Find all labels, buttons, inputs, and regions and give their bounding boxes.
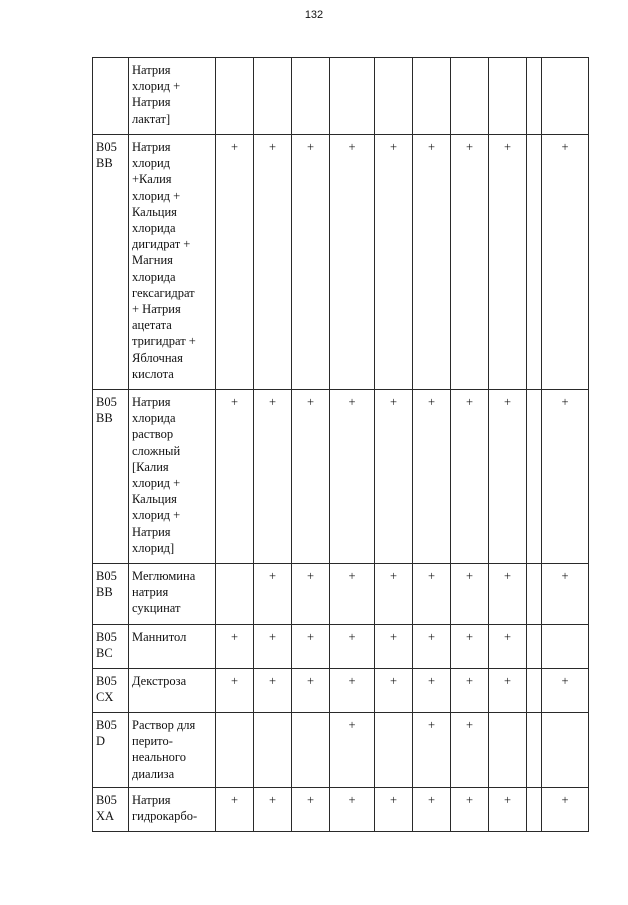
mark-cell: +: [489, 625, 527, 669]
mark-cell: [527, 713, 542, 788]
drug-name-line: хлорида: [132, 221, 176, 236]
drug-name-line: хлорид +: [132, 508, 181, 523]
mark-cell: +: [216, 625, 254, 669]
drug-name-line: хлорид +: [132, 188, 181, 203]
atc-code-cell: [93, 564, 129, 625]
atc-code-line: B05: [96, 793, 117, 807]
mark-cell: +: [292, 669, 330, 713]
mark-cell: +: [451, 390, 489, 564]
mark-cell: +: [375, 564, 413, 625]
drug-name-line: [Калия: [132, 459, 169, 474]
drug-name-line: + Натрия: [132, 302, 181, 317]
drug-name-line: Натрия: [132, 140, 171, 154]
mark-cell: +: [489, 564, 527, 625]
mark-cell: +: [413, 669, 451, 713]
mark-cell: +: [330, 713, 375, 788]
mark-cell: +: [413, 564, 451, 625]
drug-name-line: тригидрат +: [132, 334, 196, 349]
mark-cell: [527, 788, 542, 832]
drug-name-line: Натрия: [132, 63, 171, 77]
mark-cell: +: [292, 390, 330, 564]
drug-name-cell: [129, 135, 216, 390]
drug-name-line: Маннитол: [132, 630, 187, 644]
mark-cell: +: [489, 788, 527, 832]
mark-cell: [527, 390, 542, 564]
drug-name-line: Магния: [132, 253, 173, 268]
mark-cell: [375, 713, 413, 788]
mark-cell: +: [489, 669, 527, 713]
mark-cell: [527, 625, 542, 669]
drug-name-line: диализа: [132, 766, 175, 781]
mark-cell: +: [292, 564, 330, 625]
mark-cell: +: [330, 390, 375, 564]
mark-cell: +: [330, 788, 375, 832]
drug-name-line: ацетата: [132, 318, 172, 333]
mark-cell: +: [216, 135, 254, 390]
drug-name-line: Раствор для: [132, 718, 196, 732]
mark-cell: +: [330, 625, 375, 669]
mark-cell: [451, 58, 489, 135]
mark-cell: [216, 58, 254, 135]
mark-cell: +: [413, 713, 451, 788]
mark-cell: [216, 564, 254, 625]
drug-name-line: Натрия: [132, 793, 171, 807]
table-row: [93, 713, 589, 788]
drug-name-line: сложный: [132, 443, 181, 458]
atc-code-line: B05: [96, 395, 117, 409]
drug-name-line: раствор: [132, 427, 174, 442]
drug-name-line: хлорида: [132, 269, 176, 284]
mark-cell: [216, 713, 254, 788]
table-row: [93, 390, 589, 564]
atc-code-line: BB: [96, 411, 113, 426]
mark-cell: +: [254, 135, 292, 390]
mark-cell: +: [254, 669, 292, 713]
atc-code-line: XA: [96, 809, 115, 824]
atc-code-line: CX: [96, 690, 114, 705]
mark-cell: [527, 58, 542, 135]
mark-cell: +: [413, 625, 451, 669]
table-row: [93, 564, 589, 625]
atc-code-line: D: [96, 734, 106, 749]
mark-cell: +: [216, 788, 254, 832]
drug-name-line: лактат]: [132, 111, 171, 126]
drug-name-line: дигидрат +: [132, 237, 191, 252]
mark-cell: +: [542, 390, 589, 564]
mark-cell: +: [451, 669, 489, 713]
mark-cell: [542, 713, 589, 788]
drug-name-line: Яблочная: [132, 350, 183, 365]
atc-code-cell: [93, 625, 129, 669]
mark-cell: +: [330, 669, 375, 713]
mark-cell: [292, 58, 330, 135]
mark-cell: +: [413, 788, 451, 832]
drug-name-line: кислота: [132, 366, 174, 381]
mark-cell: +: [451, 713, 489, 788]
drug-name-line: Натрия: [132, 95, 171, 110]
drug-name-cell: [129, 390, 216, 564]
mark-cell: +: [542, 788, 589, 832]
drug-name-line: сукцинат: [132, 601, 181, 616]
drug-name-cell: [129, 669, 216, 713]
mark-cell: [489, 58, 527, 135]
drug-name-line: Декстроза: [132, 674, 187, 688]
mark-cell: +: [375, 669, 413, 713]
mark-cell: +: [489, 135, 527, 390]
atc-code-cell: [93, 390, 129, 564]
mark-cell: [542, 58, 589, 135]
mark-cell: +: [375, 390, 413, 564]
mark-cell: +: [413, 135, 451, 390]
drug-name-line: хлорида: [132, 411, 176, 426]
atc-code-line: BC: [96, 646, 113, 661]
drug-name-line: хлорид: [132, 156, 171, 171]
drug-name-line: гидрокарбо-: [132, 809, 198, 824]
drug-name-cell: [129, 625, 216, 669]
mark-cell: [489, 713, 527, 788]
mark-cell: +: [254, 625, 292, 669]
atc-code-line: BB: [96, 156, 113, 171]
drug-table: [92, 57, 589, 832]
mark-cell: +: [413, 390, 451, 564]
atc-code-cell: [93, 788, 129, 832]
atc-code-cell: [93, 135, 129, 390]
mark-cell: [375, 58, 413, 135]
atc-code-cell: [93, 669, 129, 713]
drug-name-cell: [129, 788, 216, 832]
mark-cell: +: [330, 135, 375, 390]
mark-cell: +: [216, 390, 254, 564]
drug-name-line: хлорид +: [132, 79, 181, 94]
drug-name-cell: [129, 58, 216, 135]
mark-cell: +: [451, 135, 489, 390]
drug-name-line: хлорид +: [132, 476, 181, 491]
drug-name-line: перито-: [132, 734, 173, 749]
page-number: 132: [304, 9, 324, 21]
mark-cell: +: [451, 625, 489, 669]
drug-name-line: Натрия: [132, 524, 171, 539]
atc-code-line: B05: [96, 569, 117, 583]
mark-cell: +: [375, 788, 413, 832]
drug-name-line: Натрия: [132, 395, 171, 409]
mark-cell: +: [489, 390, 527, 564]
mark-cell: [527, 669, 542, 713]
atc-code-line: B05: [96, 718, 117, 732]
mark-cell: [527, 135, 542, 390]
atc-code-line: B05: [96, 630, 117, 644]
table-body: [93, 58, 589, 832]
mark-cell: [527, 564, 542, 625]
mark-cell: +: [451, 788, 489, 832]
mark-cell: +: [330, 564, 375, 625]
mark-cell: +: [254, 564, 292, 625]
table-row: [93, 625, 589, 669]
atc-code-line: B05: [96, 140, 117, 154]
drug-name-cell: [129, 564, 216, 625]
table-row: [93, 788, 589, 832]
drug-name-line: Кальция: [132, 204, 177, 219]
mark-cell: [330, 58, 375, 135]
drug-name-line: +Калия: [132, 172, 172, 187]
mark-cell: [254, 58, 292, 135]
drug-name-cell: [129, 713, 216, 788]
mark-cell: +: [375, 625, 413, 669]
drug-name-line: Кальция: [132, 492, 177, 507]
mark-cell: +: [542, 135, 589, 390]
mark-cell: [254, 713, 292, 788]
mark-cell: +: [542, 669, 589, 713]
table-row: [93, 58, 589, 135]
atc-code-cell: [93, 58, 129, 135]
mark-cell: +: [216, 669, 254, 713]
mark-cell: +: [292, 135, 330, 390]
mark-cell: +: [254, 788, 292, 832]
mark-cell: [413, 58, 451, 135]
drug-name-line: неального: [132, 750, 186, 765]
table-row: [93, 135, 589, 390]
mark-cell: +: [292, 625, 330, 669]
drug-name-line: натрия: [132, 585, 169, 600]
drug-name-line: Меглюмина: [132, 569, 196, 583]
mark-cell: [542, 625, 589, 669]
atc-code-cell: [93, 713, 129, 788]
drug-name-line: гексагидрат: [132, 285, 195, 300]
atc-code-line: BB: [96, 585, 113, 600]
mark-cell: +: [254, 390, 292, 564]
atc-code-line: B05: [96, 674, 117, 688]
mark-cell: +: [451, 564, 489, 625]
mark-cell: +: [542, 564, 589, 625]
drug-name-line: хлорид]: [132, 540, 175, 555]
mark-cell: +: [292, 788, 330, 832]
mark-cell: +: [375, 135, 413, 390]
mark-cell: [292, 713, 330, 788]
table-row: [93, 669, 589, 713]
